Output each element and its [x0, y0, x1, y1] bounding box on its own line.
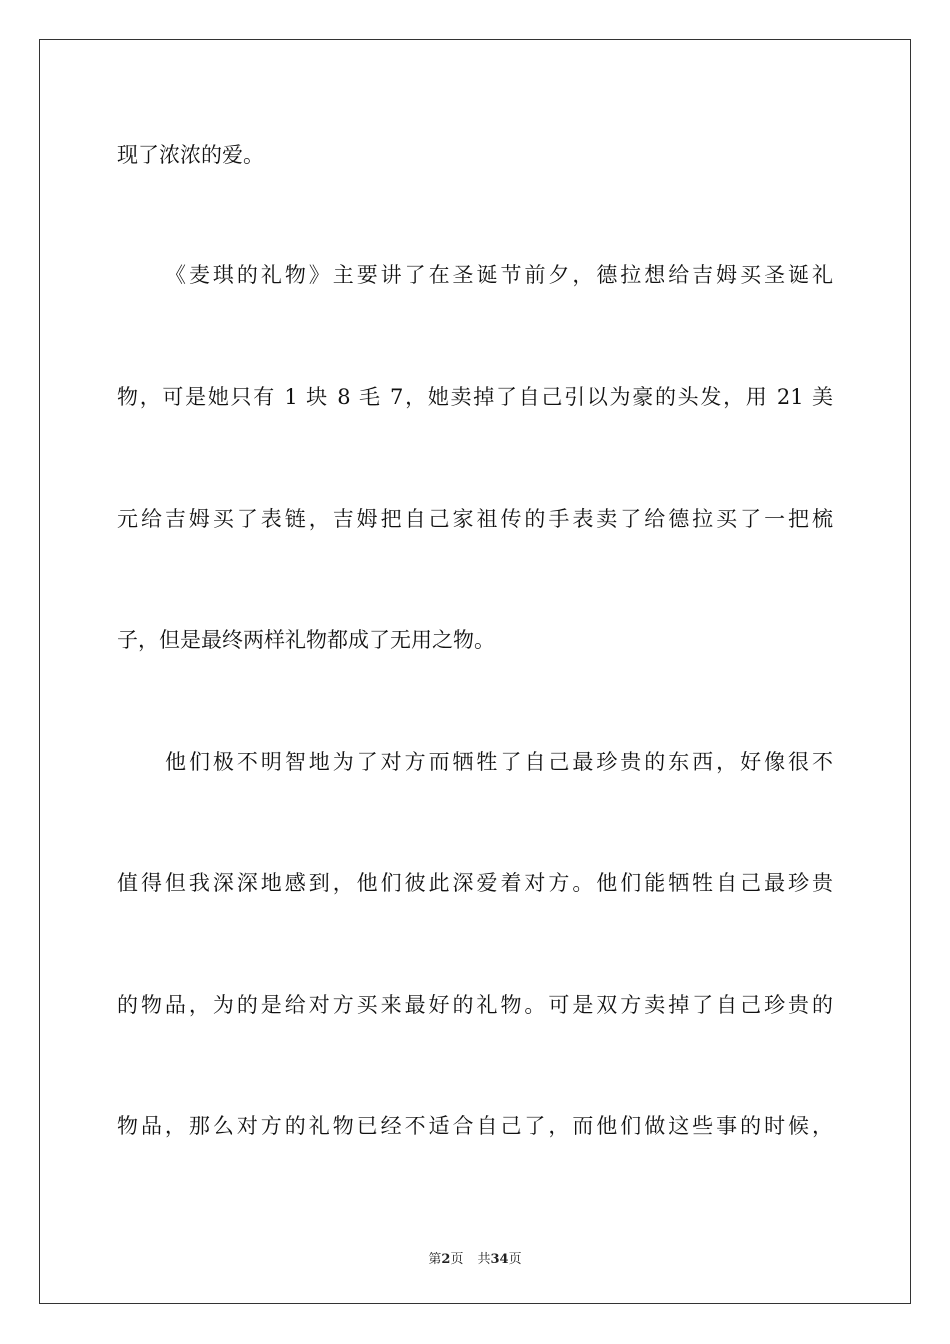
text-line-6: 他们极不明智地为了对方而牺牲了自己最珍贵的东西，好像很不	[165, 750, 833, 774]
page-prefix: 第	[428, 1252, 442, 1267]
page-number: 2	[441, 1252, 451, 1267]
text-line-3: 物，可是她只有 1 块 8 毛 7，她卖掉了自己引以为豪的头发，用 21 美	[117, 385, 833, 409]
total-suffix: 页	[508, 1252, 522, 1267]
text-line-7: 值得但我深深地感到，他们彼此深爱着对方。他们能牺牲自己最珍贵	[117, 871, 833, 895]
total-pages: 34	[490, 1252, 509, 1267]
text-line-1: 现了浓浓的爱。	[117, 143, 264, 167]
page-footer	[0, 1248, 950, 1267]
total-prefix: 共	[477, 1252, 491, 1267]
text-line-2: 《麦琪的礼物》主要讲了在圣诞节前夕，德拉想给吉姆买圣诞礼	[165, 263, 833, 287]
text-line-5: 子，但是最终两样礼物都成了无用之物。	[117, 628, 495, 652]
text-line-4: 元给吉姆买了表链，吉姆把自己家祖传的手表卖了给德拉买了一把梳	[117, 507, 833, 531]
text-line-8: 的物品，为的是给对方买来最好的礼物。可是双方卖掉了自己珍贵的	[117, 993, 833, 1017]
text-line-9: 物品，那么对方的礼物已经不适合自己了，而他们做这些事的时候，	[117, 1114, 833, 1138]
page-suffix: 页	[450, 1252, 464, 1267]
